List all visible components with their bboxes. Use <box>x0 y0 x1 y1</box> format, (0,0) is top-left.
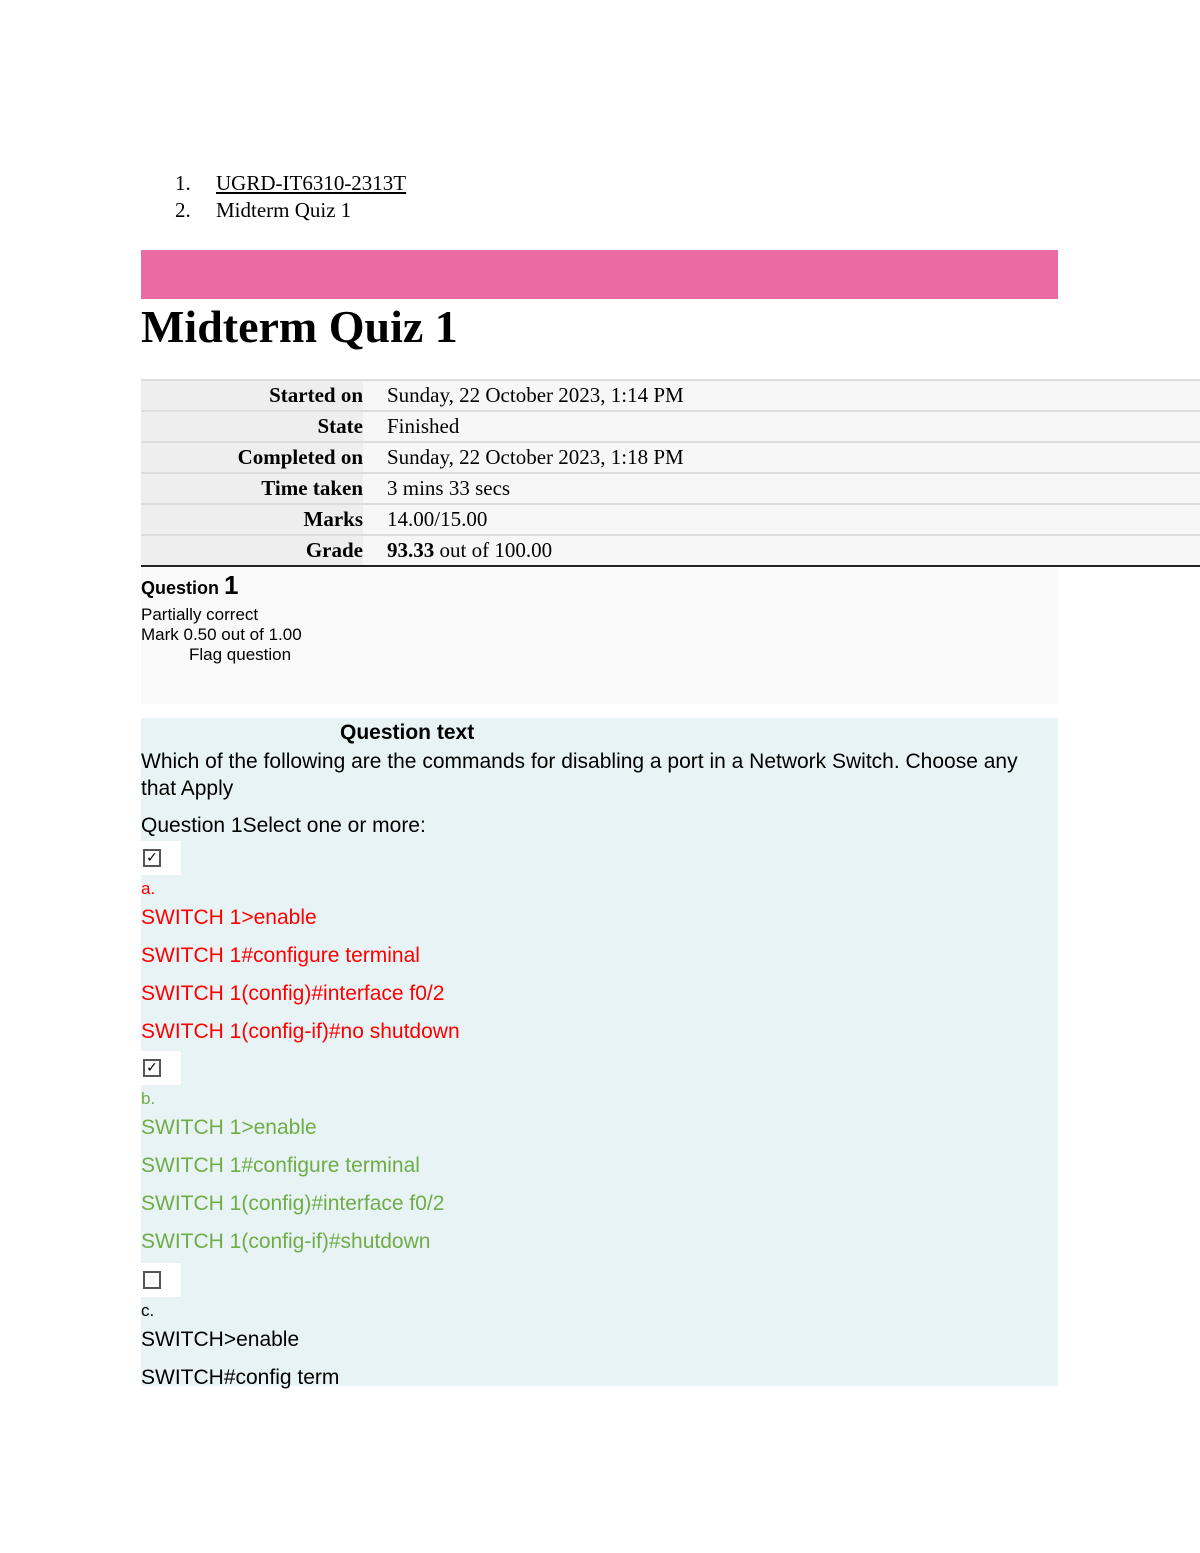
summary-value: Sunday, 22 October 2023, 1:14 PM <box>363 380 1200 411</box>
option-line: SWITCH 1(config)#interface f0/2 <box>141 1192 445 1215</box>
summary-value <box>363 535 1200 566</box>
grade-score: 93.33 <box>387 538 435 562</box>
breadcrumb-number: 1. <box>175 171 191 195</box>
breadcrumb <box>170 170 406 224</box>
summary-value: 14.00/15.00 <box>363 504 1200 535</box>
option-b[interactable] <box>141 1089 444 1261</box>
header-banner <box>141 250 1058 299</box>
summary-label: Marks <box>141 504 363 535</box>
option-line: SWITCH 1(config)#interface f0/2 <box>141 982 445 1005</box>
option-c-checkbox[interactable] <box>143 1271 161 1289</box>
option-line: SWITCH 1#configure terminal <box>141 944 420 967</box>
summary-label: State <box>141 411 363 442</box>
breadcrumb-item-course <box>170 170 406 197</box>
summary-row-marks <box>141 504 1200 535</box>
summary-row-completed <box>141 442 1200 473</box>
option-line: SWITCH 1>enable <box>141 906 317 929</box>
option-b-checkbox-cell <box>141 1051 181 1085</box>
option-line: SWITCH 1(config-if)#shutdown <box>141 1230 431 1253</box>
question-text: Which of the following are the commands for disabling a port in a Network Switch. Choose any that Apply <box>141 750 1018 800</box>
option-line: SWITCH#config term <box>141 1366 340 1389</box>
option-letter: b. <box>141 1089 156 1108</box>
option-line: SWITCH 1(config-if)#no shutdown <box>141 1020 460 1043</box>
option-b-checkbox[interactable]: ✓ <box>143 1059 161 1077</box>
breadcrumb-course-link[interactable]: UGRD-IT6310-2313T <box>216 171 407 195</box>
page-title: Midterm Quiz 1 <box>141 301 458 352</box>
option-a-checkbox[interactable]: ✓ <box>143 849 161 867</box>
question-heading <box>141 568 1058 605</box>
question-mark: Mark 0.50 out of 1.00 <box>141 625 302 644</box>
attempt-summary-table <box>141 379 1200 567</box>
summary-label: Time taken <box>141 473 363 504</box>
summary-value: Sunday, 22 October 2023, 1:18 PM <box>363 442 1200 473</box>
option-letter: c. <box>141 1301 155 1320</box>
summary-value: Finished <box>363 411 1200 442</box>
question-number: 1 <box>224 570 239 600</box>
question-content <box>141 718 1058 1389</box>
summary-row-time-taken <box>141 473 1200 504</box>
option-c[interactable] <box>141 1301 339 1397</box>
question-info-panel <box>141 568 1058 704</box>
summary-value: 3 mins 33 secs <box>363 473 1200 504</box>
breadcrumb-number: 2. <box>175 198 191 222</box>
option-a-checkbox-cell <box>141 841 181 875</box>
breadcrumb-current: Midterm Quiz 1 <box>216 198 352 222</box>
option-a[interactable] <box>141 879 460 1051</box>
question-status: Partially correct <box>141 605 259 624</box>
summary-row-started <box>141 380 1200 411</box>
option-letter: a. <box>141 879 156 898</box>
flag-question-link[interactable]: Flag question <box>189 645 292 664</box>
summary-label: Grade <box>141 535 363 566</box>
select-prompt: Question 1Select one or more: <box>141 814 426 837</box>
breadcrumb-item-quiz <box>170 197 406 224</box>
summary-row-grade <box>141 535 1200 566</box>
option-line: SWITCH>enable <box>141 1328 300 1351</box>
grade-out-of: out of 100.00 <box>434 538 553 562</box>
summary-row-state <box>141 411 1200 442</box>
option-line: SWITCH 1#configure terminal <box>141 1154 420 1177</box>
option-line: SWITCH 1>enable <box>141 1116 317 1139</box>
option-c-checkbox-cell <box>141 1263 181 1297</box>
summary-label: Completed on <box>141 442 363 473</box>
question-label: Question <box>141 578 225 598</box>
summary-label: Started on <box>141 380 363 411</box>
question-text-heading: Question text <box>340 721 475 744</box>
